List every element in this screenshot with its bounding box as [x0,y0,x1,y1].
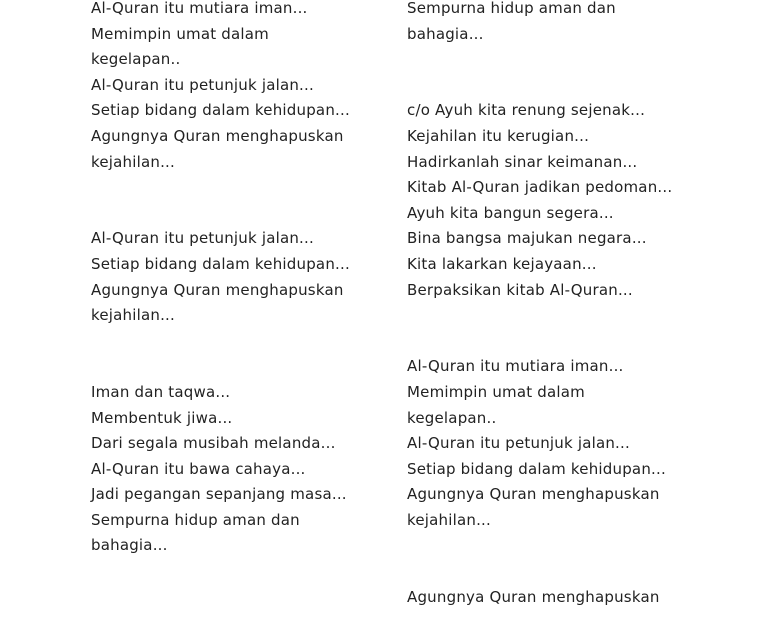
right-lyric-line: Hadirkanlah sinar keimanan... [407,152,638,171]
right-lyric-line: Kita lakarkan kejayaan... [407,254,597,273]
left-lyric-line: Jadi pegangan sepanjang masa... [91,485,347,504]
right-lyric-line: bahagia... [407,24,484,43]
left-lyric-line: kejahilan... [91,306,175,325]
left-lyric-line: Al-Quran itu petunjuk jalan... [91,229,314,248]
left-lyric-line: Sempurna hidup aman dan [91,510,300,529]
stanza-spacer [91,329,361,355]
right-lyric-line: Agungnya Quran menghapuskan [407,587,660,606]
left-lyric-line: bahagia... [91,536,168,555]
right-lyric-line: Agungnya Quran menghapuskan [407,485,660,504]
left-lyric-line: Al-Quran itu mutiara iman... [91,0,308,17]
left-lyric-line: Dari segala musibah melanda... [91,434,336,453]
right-lyric-line: Al-Quran itu petunjuk jalan... [407,434,630,453]
stanza-spacer [407,47,677,73]
right-lyric-line: Berpaksikan kitab Al-Quran... [407,280,633,299]
right-lyric-line: kejahilan... [407,510,491,529]
left-lyric-line: kegelapan.. [91,50,181,69]
left-lyric-line: Memimpin umat dalam [91,24,269,43]
right-lyric-line: kegelapan.. [407,408,497,427]
left-lyric-line: Agungnya Quran menghapuskan [91,126,344,145]
right-lyric-line: Ayuh kita bangun segera... [407,203,614,222]
stanza-spacer [91,201,361,227]
left-lyric-line: Agungnya Quran menghapuskan [91,280,344,299]
right-lyric-line: Kitab Al-Quran jadikan pedoman... [407,178,673,197]
left-lyric-line: Setiap bidang dalam kehidupan... [91,101,350,120]
left-lyric-line: Al-Quran itu bawa cahaya... [91,459,306,478]
left-lyric-line: Iman dan taqwa... [91,382,231,401]
right-lyric-line: c/o Ayuh kita renung sejenak... [407,101,646,120]
stanza-spacer [91,175,361,201]
left-lyrics-column [91,0,361,559]
right-lyrics-column [407,0,677,610]
stanza-spacer [407,559,677,585]
right-lyric-line: Sempurna hidup aman dan [407,0,616,17]
right-lyric-line: Bina bangsa majukan negara... [407,229,647,248]
right-lyric-line: Setiap bidang dalam kehidupan... [407,459,666,478]
stanza-spacer [91,354,361,380]
stanza-spacer [407,533,677,559]
right-lyric-line: Kejahilan itu kerugian... [407,126,590,145]
right-lyric-line: Al-Quran itu mutiara iman... [407,357,624,376]
stanza-spacer [407,329,677,355]
left-lyric-line: kejahilan... [91,152,175,171]
left-lyric-line: Membentuk jiwa... [91,408,233,427]
right-lyric-line: Memimpin umat dalam [407,382,585,401]
stanza-spacer [407,303,677,329]
left-lyric-line: Al-Quran itu petunjuk jalan... [91,75,314,94]
left-lyric-line: Setiap bidang dalam kehidupan... [91,254,350,273]
stanza-spacer [407,73,677,99]
